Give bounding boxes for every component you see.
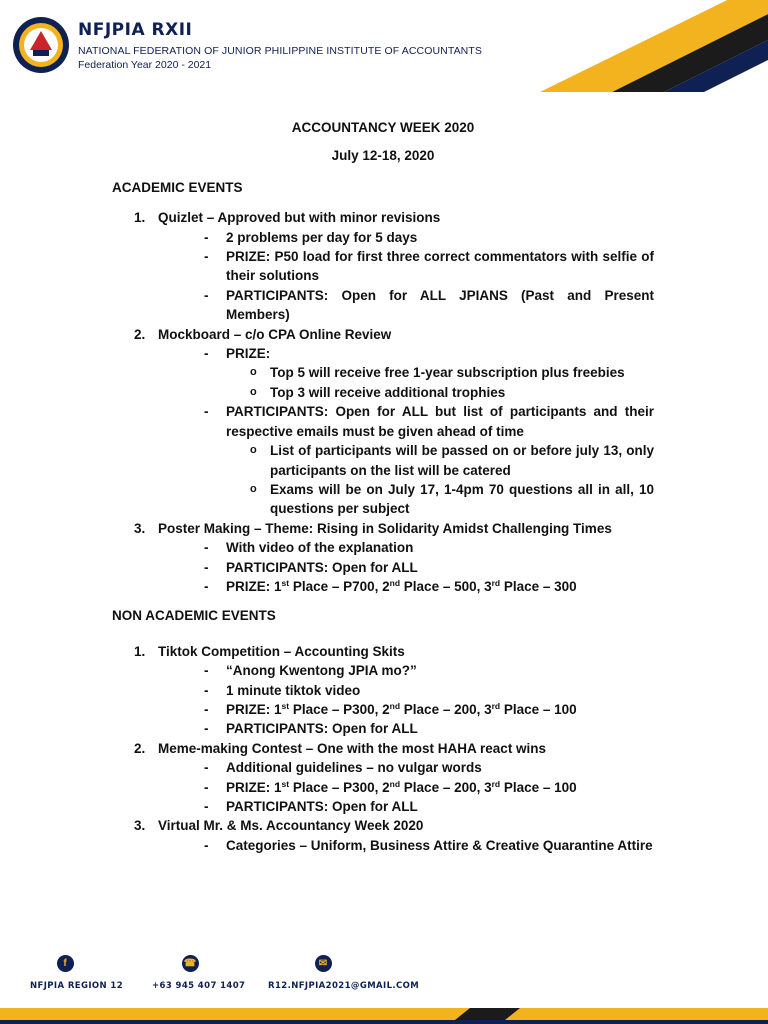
sub-bullet-text: Exams will be on July 17, 1-4pm 70 questions all in all, 10 questions per subject (270, 481, 654, 517)
item-number: 3. (134, 520, 146, 536)
bullet (112, 700, 654, 719)
list-item (112, 208, 654, 227)
bullet (112, 778, 654, 797)
section-heading-non-academic: NON ACADEMIC EVENTS (112, 608, 276, 624)
sub-bullet-mark: o (250, 482, 257, 495)
list-item (112, 642, 654, 661)
bullet-mark: - (204, 701, 209, 717)
facebook-icon: f (57, 955, 74, 972)
bullet-text: PRIZE: P50 load for first three correct commentators with selfie of their solutions (226, 249, 654, 284)
footer-email[interactable] (268, 955, 420, 991)
bullet-text: PARTICIPANTS: Open for ALL (226, 559, 418, 575)
sub-bullet-text: List of participants will be passed on or before july 13, only participants on the list will be catered (270, 443, 654, 478)
item-number: 2. (134, 326, 146, 342)
footer-facebook[interactable] (30, 955, 124, 991)
document-dates: July 12-18, 2020 (331, 148, 435, 164)
sub-bullet-mark: o (250, 366, 257, 379)
item-number: 2. (134, 740, 146, 756)
section-heading-academic: ACADEMIC EVENTS (112, 179, 243, 195)
phone-icon: ☎ (182, 955, 199, 972)
item-title: Poster Making – Theme: Rising in Solidarity Amidst Challenging Times (158, 520, 612, 536)
sub-bullet (112, 383, 654, 402)
bullet-mark: - (204, 559, 209, 575)
sub-bullet (112, 441, 654, 480)
list-item (112, 325, 654, 344)
list-item (112, 816, 654, 835)
sub-bullet-text: Top 5 will receive free 1-year subscription plus freebies (270, 365, 625, 381)
bullet-text: PARTICIPANTS: Open for ALL (226, 721, 418, 737)
bullet-text: PARTICIPANTS: Open for ALL but list of participants and their respective emails must be given ahead of time (226, 404, 654, 439)
document-title: ACCOUNTANCY WEEK 2020 (291, 120, 475, 135)
bullet (112, 402, 654, 441)
bullet (112, 758, 654, 777)
bullet-mark: - (204, 229, 209, 245)
bullet (112, 797, 654, 816)
bullet (112, 836, 654, 855)
bullet-text: Categories – Uniform, Business Attire & Creative Quarantine Attire (226, 837, 653, 853)
bullet-mark: - (204, 682, 209, 698)
bullet-text: Additional guidelines – no vulgar words (226, 760, 482, 776)
item-number: 1. (134, 210, 146, 226)
footer-stripes (0, 1004, 768, 1024)
bullet-mark: - (204, 779, 209, 795)
org-short-name: NFJPIA RXII (78, 20, 193, 40)
email-label: R12.NFJPIA2021@GMAIL.COM (268, 981, 420, 991)
bullet-mark: - (204, 663, 209, 679)
bullet-mark: - (204, 760, 209, 776)
email-icon: ✉ (315, 955, 332, 972)
sub-bullet (112, 363, 654, 382)
item-title: Virtual Mr. & Ms. Accountancy Week 2020 (158, 818, 424, 834)
bullet-mark: - (204, 404, 209, 420)
footer-phone[interactable] (152, 955, 246, 991)
bullet (112, 538, 654, 557)
bullet-text: “Anong Kwentong JPIA mo?” (226, 663, 417, 679)
bullet-text: With video of the explanation (226, 540, 414, 556)
bullet (112, 286, 654, 325)
sub-bullet (112, 480, 654, 519)
bullet (112, 344, 654, 363)
bullet-mark: - (204, 287, 209, 303)
list-item (112, 739, 654, 758)
sub-bullet-mark: o (250, 444, 257, 457)
bullet (112, 661, 654, 680)
sub-bullet-text: Top 3 will receive additional trophies (270, 384, 506, 400)
bullet-mark: - (204, 799, 209, 814)
item-title: Mockboard – c/o CPA Online Review (158, 326, 392, 342)
bullet (112, 681, 654, 700)
item-number: 1. (134, 643, 146, 659)
item-title: Quizlet – Approved but with minor revisions (158, 210, 441, 226)
bullet-mark: - (204, 540, 209, 556)
bullet-mark: - (204, 346, 209, 362)
prize-text: PRIZE: 1st Place – P300, 2nd Place – 200, 3rd Place – 100 (226, 778, 577, 795)
list-item (112, 519, 654, 538)
bullet (112, 577, 654, 596)
item-title: Meme-making Contest – One with the most HAHA react wins (158, 740, 547, 756)
org-full-name: NATIONAL FEDERATION OF JUNIOR PHILIPPINE INSTITUTE OF ACCOUNTANTS (78, 45, 482, 57)
sub-bullet-mark: o (250, 385, 257, 398)
bullet-text: PRIZE: (226, 346, 271, 362)
bullet-mark: - (204, 578, 209, 594)
bullet-text: PARTICIPANTS: Open for ALL (226, 799, 418, 814)
bullet (112, 558, 654, 577)
bullet-text: PARTICIPANTS: Open for ALL JPIANS (Past and Present Members) (226, 287, 654, 323)
item-title: Tiktok Competition – Accounting Skits (158, 643, 405, 659)
letterhead (0, 0, 768, 92)
federation-year: Federation Year 2020 - 2021 (78, 59, 212, 71)
bullet-mark: - (204, 249, 209, 265)
nfjpia-logo (12, 16, 70, 74)
bullet (112, 228, 654, 247)
prize-text: PRIZE: 1st Place – P700, 2nd Place – 500, 3rd Place – 300 (226, 577, 577, 594)
item-number: 3. (134, 818, 146, 834)
bullet-mark: - (204, 837, 209, 853)
bullet (112, 719, 654, 738)
prize-text: PRIZE: 1st Place – P300, 2nd Place – 200, 3rd Place – 100 (226, 700, 577, 717)
bullet-text: 2 problems per day for 5 days (226, 229, 418, 245)
bullet-text: 1 minute tiktok video (226, 682, 361, 698)
bullet-mark: - (204, 721, 209, 737)
phone-label: +63 945 407 1407 (152, 981, 246, 991)
facebook-label: NFJPIA REGION 12 (30, 981, 124, 991)
bullet (112, 247, 654, 286)
document-body (112, 118, 654, 855)
